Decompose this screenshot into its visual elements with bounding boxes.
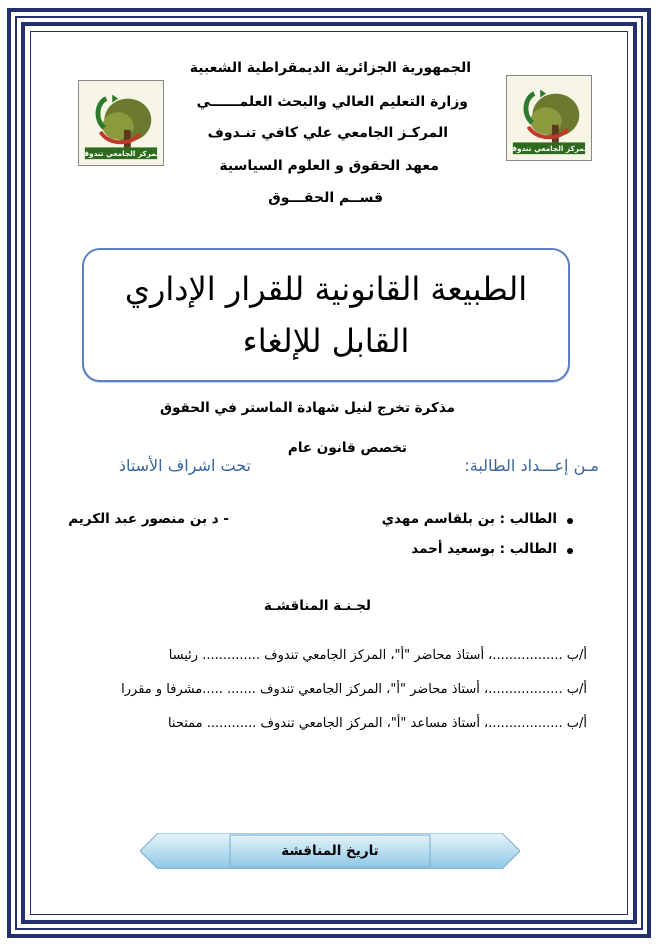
prepared-by-label: مـن إعـــداد الطالبة: [464,456,599,475]
student-1: الطالب : بن بلقاسم مهدي [381,511,557,527]
discussion-date-label: تاريخ المناقشة [281,843,379,859]
supervisor-label: تحت اشراف الأستاذ [118,456,251,475]
jury-member-3: أ/ب ..................، أستاذ مساعد "أ"، المركز الجامعي تندوف ............ ممتحنا [167,716,587,731]
degree-statement: مذكرة تخرج لنيل شهادة الماستر في الحقوق [160,400,455,416]
thesis-title-line-1: الطبيعة القانونية للقرار الإداري [124,270,528,308]
student-2: الطالب : بوسعيد أحمد [411,541,557,557]
thesis-title-box [82,248,570,382]
university-logo-left [78,80,164,166]
header-university-center: المركـز الجامعي علي كافي تنـدوف [207,125,448,141]
jury-member-1: أ/ب .................، أستاذ محاضر "أ"، المركز الجامعي تندوف .............. رئيسا [168,648,587,663]
header-institute: معهد الحقوق و العلوم السياسية [219,158,439,174]
header-department: قســم الحقـــوق [268,190,383,206]
university-logo-right [506,75,592,161]
logo-caption-right: المركز الجامعي تندوف [508,144,590,154]
specialty: تخصص قانون عام [287,440,407,456]
header-ministry: وزارة التعليم العالي والبحث العلمــــــي [196,94,468,110]
thesis-title-line-2: القابل للإلغاء [242,322,410,360]
bullet-icon [567,548,573,554]
logo-caption-left: المركز الجامعي تندوف [80,149,162,159]
jury-member-2: أ/ب ..................، أستاذ محاضر "أ"، المركز الجامعي تندوف ....... .....مشرفا و مقررا [121,682,587,697]
header-republic: الجمهورية الجزائرية الديمقراطية الشعبية [189,60,471,76]
jury-title: لجـنـة المناقشـة [263,598,371,614]
bullet-icon [567,518,573,524]
supervisor-name: - د بن منصور عبد الكريم [68,511,229,527]
